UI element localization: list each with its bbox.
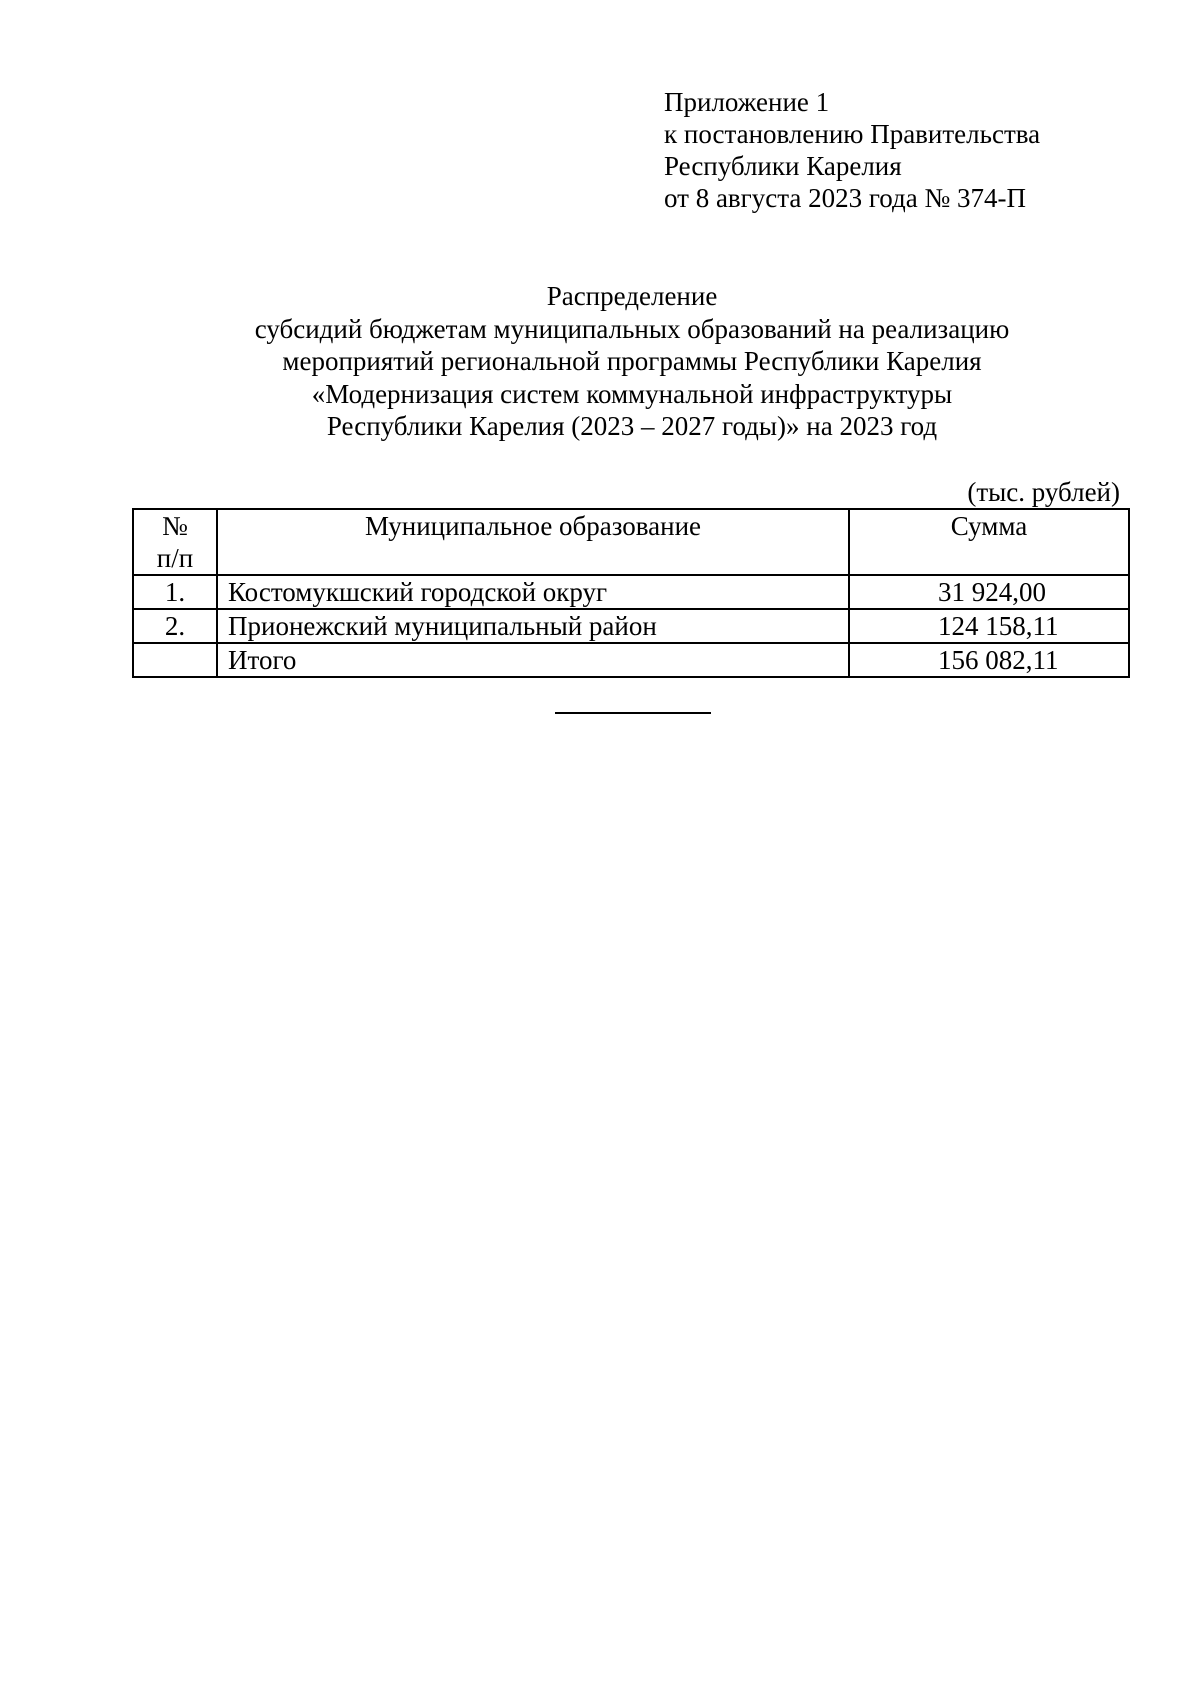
title-line: «Модернизация систем коммунальной инфраструктуры <box>311 378 953 409</box>
header-number-line1: № <box>162 511 188 541</box>
end-divider <box>555 712 711 714</box>
document-title <box>132 280 1132 443</box>
total-number <box>133 643 217 677</box>
row-municipality: Костомукшский городской округ <box>217 575 849 609</box>
header-municipality: Муниципальное образование <box>217 509 849 575</box>
row-sum: 124 158,11 <box>849 609 1129 643</box>
appendix-line: к постановлению Правительства <box>664 119 1041 149</box>
appendix-block <box>664 86 1040 214</box>
table-row <box>133 575 1129 609</box>
title-line: субсидий бюджетам муниципальных образований на реализацию <box>254 313 1010 344</box>
title-line: Распределение <box>546 281 718 311</box>
appendix-line: от 8 августа 2023 года № 374-П <box>664 183 1026 213</box>
row-number: 1. <box>133 575 217 609</box>
header-number <box>133 509 217 575</box>
row-sum: 31 924,00 <box>849 575 1129 609</box>
table-row <box>133 609 1129 643</box>
units-label: (тыс. рублей) <box>967 477 1120 507</box>
header-number-line2: п/п <box>156 543 194 573</box>
title-line: Республики Карелия (2023 – 2027 годы)» на 2023 год <box>326 411 938 441</box>
appendix-line: Республики Карелия <box>664 151 902 181</box>
subsidy-table <box>132 508 1130 678</box>
title-line: мероприятий региональной программы Республики Карелия <box>282 346 982 376</box>
row-number: 2. <box>133 609 217 643</box>
total-label: Итого <box>217 643 849 677</box>
total-sum: 156 082,11 <box>849 643 1129 677</box>
header-sum: Сумма <box>849 509 1129 575</box>
table-total-row <box>133 643 1129 677</box>
appendix-line: Приложение 1 <box>664 87 830 117</box>
row-municipality: Прионежский муниципальный район <box>217 609 849 643</box>
table-header-row <box>133 509 1129 575</box>
